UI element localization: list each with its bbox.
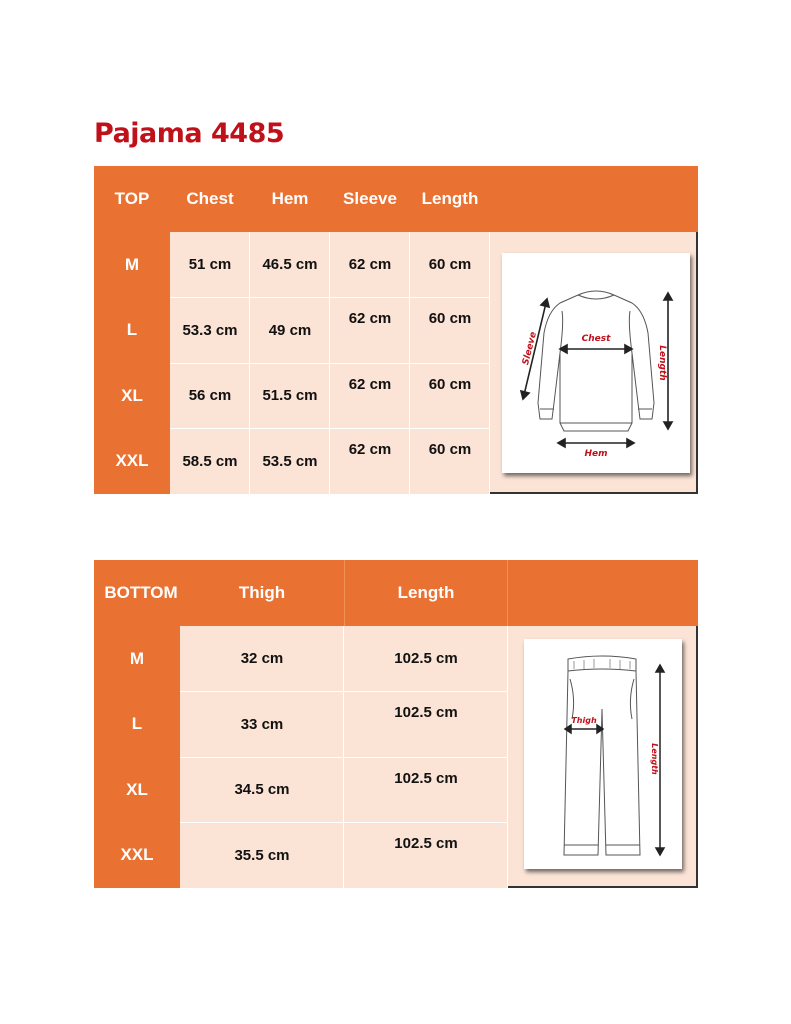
top-header-length: Length [421, 189, 479, 208]
top-header-chest: Chest [186, 189, 234, 208]
bottom-header-row [94, 560, 698, 626]
bottom-cell: 102.5 cm [344, 691, 508, 757]
top-cell: 46.5 cm [250, 232, 330, 297]
length-label: Length [657, 345, 667, 381]
bottom-cell: 102.5 cm [344, 626, 508, 691]
top-size-label: M [94, 232, 170, 297]
thigh-label: Thigh [571, 716, 597, 725]
bottom-cell: 33 cm [180, 691, 344, 757]
sweatshirt-diagram [502, 253, 690, 473]
sleeve-label: Sleeve [521, 330, 539, 367]
top-cell: 56 cm [170, 363, 250, 428]
bottom-cell: 32 cm [180, 626, 344, 691]
top-cell: 62 cm [330, 232, 410, 297]
bottom-size-label: M [94, 626, 180, 691]
bottom-header-size: BOTTOM [104, 583, 178, 602]
bottom-size-label: XXL [94, 822, 180, 888]
top-header-size: TOP [114, 189, 150, 208]
top-cell: 62 cm [330, 428, 410, 494]
top-cell: 58.5 cm [170, 428, 250, 494]
bottom-size-label: L [94, 691, 180, 757]
top-size-label: L [94, 297, 170, 363]
hem-label: Hem [584, 449, 608, 459]
top-cell: 60 cm [410, 428, 490, 494]
bottom-header-thigh: Thigh [238, 583, 286, 602]
top-cell: 62 cm [330, 297, 410, 363]
page-title: Pajama 4485 [94, 118, 285, 149]
bottom-cell: 102.5 cm [344, 822, 508, 888]
top-cell: 60 cm [410, 297, 490, 363]
top-cell: 60 cm [410, 363, 490, 428]
bottom-cell: 102.5 cm [344, 757, 508, 822]
pants-length-label: Length [650, 743, 659, 775]
chest-label: Chest [581, 334, 611, 344]
top-header-sleeve: Sleeve [343, 189, 397, 208]
top-cell: 51 cm [170, 232, 250, 297]
top-cell: 51.5 cm [250, 363, 330, 428]
top-header-hem: Hem [271, 189, 309, 208]
top-cell: 49 cm [250, 297, 330, 363]
pants-diagram [524, 639, 682, 869]
top-size-label: XXL [94, 428, 170, 494]
bottom-size-table [94, 560, 698, 888]
top-cell: 60 cm [410, 232, 490, 297]
top-size-table [94, 166, 698, 494]
top-cell: 53.3 cm [170, 297, 250, 363]
top-cell: 62 cm [330, 363, 410, 428]
bottom-cell: 34.5 cm [180, 757, 344, 822]
top-header-row [94, 166, 698, 232]
bottom-size-label: XL [94, 757, 180, 822]
bottom-header-length: Length [397, 583, 455, 602]
bottom-cell: 35.5 cm [180, 822, 344, 888]
top-cell: 53.5 cm [250, 428, 330, 494]
top-size-label: XL [94, 363, 170, 428]
